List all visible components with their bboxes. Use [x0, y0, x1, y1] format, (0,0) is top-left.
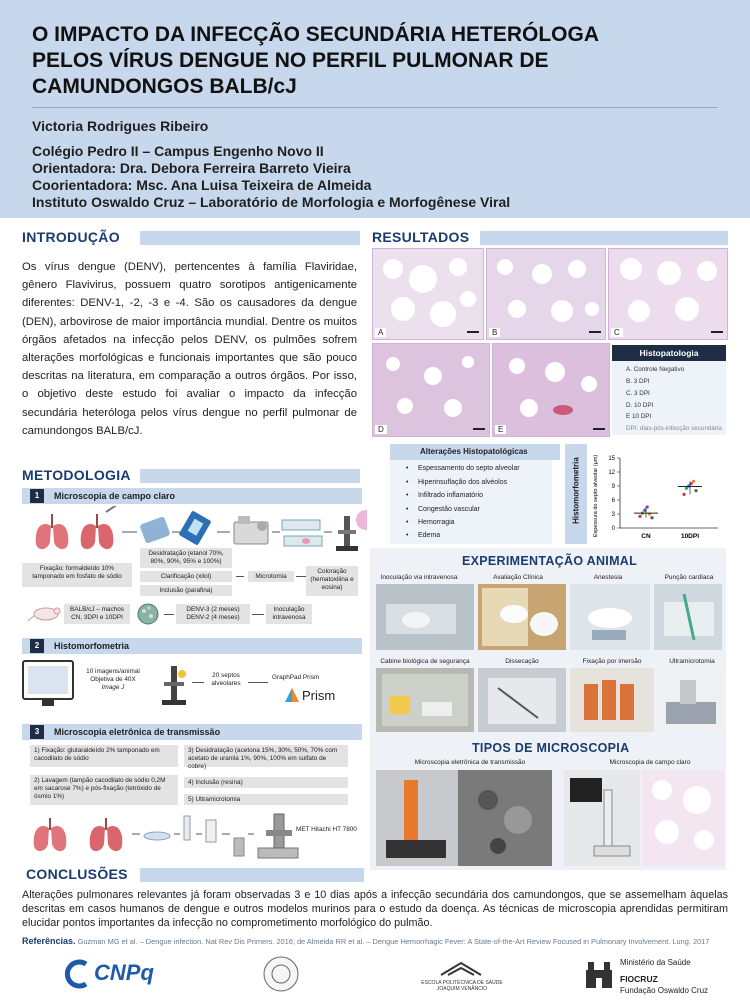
- sub2-title: Histomorfometria: [54, 641, 130, 651]
- chart-points: [634, 480, 702, 520]
- dehydration-box: Desidratação (etanol 70%, 80%, 90%, 95% e 100%): [140, 548, 232, 568]
- affiliation-coadvisor: Coorientadora: Msc. Ana Luisa Teixeira de Almeida: [32, 177, 372, 193]
- intro-title: INTRODUÇÃO: [22, 229, 120, 245]
- septa-text: 20 septos alveolares: [211, 672, 241, 687]
- affiliation-school: Colégio Pedro II – Campus Engenho Novo II: [32, 143, 324, 159]
- y-tick-label: 15: [608, 456, 615, 462]
- references-label: Referências.: [22, 936, 76, 946]
- clarification-box: Clarificação (xilol): [140, 571, 232, 582]
- sub2-header: [22, 638, 362, 654]
- sub2-number: 2: [30, 639, 44, 653]
- tem-step-5: 5) Ultramicrotomia: [184, 794, 348, 805]
- photo-inoculation: [376, 584, 474, 650]
- tem-step-4: 4) Inclusão (resina): [184, 777, 348, 788]
- photo-tem-microscope: [376, 770, 458, 866]
- alteration-item: • Hemorragia: [418, 519, 455, 526]
- panel-label-b: B: [489, 328, 500, 337]
- mice-box: BALB/cJ – machos CN, 3DPI e 10DPI: [64, 604, 130, 624]
- data-point: [638, 515, 641, 518]
- tem-step-2: 2) Lavagem (tampão cacodilato de sódio 0,2M em sacarose 7%) e pós-fixação (tetróxido de ósmio 1%): [30, 775, 178, 805]
- arrow: [296, 576, 306, 577]
- photo-clinical: [478, 584, 566, 650]
- photo-tem-image: [458, 770, 552, 866]
- data-point: [692, 480, 695, 483]
- arrow: [236, 576, 244, 577]
- sub1-number: 1: [30, 489, 44, 503]
- tissue-circle-icon: [356, 510, 367, 530]
- methods-title: METODOLOGIA: [22, 467, 131, 483]
- slide-icon: [282, 520, 322, 546]
- affiliation-institute: Instituto Oswaldo Cruz – Laboratório de Morfologia e Morfogênese Viral: [32, 194, 511, 210]
- header-divider: [32, 107, 718, 108]
- images-text: 10 imagens/animal Objetiva de 40X Image J: [86, 668, 140, 691]
- exp-caption: Dissecação: [505, 658, 539, 665]
- microscopy-title: TIPOS DE MICROSCOPIA: [472, 741, 630, 755]
- intro-text: Os vírus dengue (DENV), pertencentes à família Flaviridae, gênero Flavivirus, possuem quatro sorotipos antigenicamente diferentes: DENV-1, -2, -3 e -4. São os causadores da dengue (DEN), arbovirose de maior importância mundial. Dentre os muitos órgãos afetados na infecção pelos DENV, os pulmões sofrem alterações morfológicas e funcionais importantes que são pouco descritas na literatura, em comparação a outros órgãos. Por isso, o objetivo deste estudo foi avaliar o impacto da infecção secundária heteróloga pelos vírus dengue no perfil pulmonar de camundongos BALB/cJ.: [22, 261, 357, 437]
- exp-caption: Inoculação via intravenosa: [380, 574, 458, 581]
- alteration-item: • Espessamento do septo alveolar: [418, 465, 520, 472]
- conclusions-text: Alterações pulmonares relevantes já foram observadas 3 e 10 dias após a infecção secundária dos camundongos, que se assemelham àquelas descritas em casos humanos de dengue e outros modelos murinos para o estudo da doença. As técnicas de microscopia aprendidas permitiram elucidar pontos importantes da infecção no comprometimento morfológico do pulmão.: [22, 889, 728, 929]
- intro-title-bar: [140, 231, 360, 245]
- exp-caption: Fixação por imersão: [582, 658, 642, 665]
- arrow: [248, 682, 268, 683]
- legend-note: DPI: dias-pós-infecção secundária: [626, 425, 722, 432]
- exp-caption: Punção cardíaca: [664, 574, 714, 581]
- photo-dissection: [478, 668, 566, 732]
- exp-caption: Avaliação Clínica: [493, 574, 543, 581]
- cassette-icon: [139, 516, 170, 544]
- histology-image-e: [492, 343, 610, 437]
- monitor-icon: [22, 660, 74, 708]
- results-title: RESULTADOS: [372, 229, 470, 245]
- y-tick-label: 6: [611, 498, 615, 504]
- sub3-number: 3: [30, 725, 44, 739]
- photo-cardiac-puncture: [654, 584, 722, 650]
- data-point: [682, 493, 685, 496]
- met-label: MET Hitachi HT 7800: [296, 826, 357, 833]
- affiliation-advisor: Orientadora: Dra. Debora Ferreira Barreto Vieira: [32, 160, 351, 176]
- data-point: [685, 487, 688, 490]
- bottle-icon: [206, 820, 216, 842]
- sub1-title: Microscopia de campo claro: [54, 491, 176, 501]
- histomorphometry-side-label: [565, 444, 587, 544]
- methods-title-bar: [140, 469, 360, 483]
- alteration-item: • Hiperinsuflação dos alvéolos: [418, 479, 507, 486]
- graphpad-text: GraphPad Prism: [272, 674, 320, 681]
- histopathology-title: Histopatologia: [612, 345, 726, 361]
- y-tick-label: 0: [611, 526, 615, 532]
- tem-process-icons: [22, 812, 322, 862]
- y-tick-label: 9: [611, 484, 615, 490]
- photo-ultramicrotomy: [658, 668, 724, 732]
- experiment-title: EXPERIMENTAÇÃO ANIMAL: [462, 554, 638, 568]
- microscopy-caption-brightfield: Microscopia de campo claro: [609, 759, 691, 766]
- mouse-icon: [28, 604, 64, 622]
- histomorphometry-label-text: Histomorfometria: [571, 457, 581, 524]
- panel-label-a: A: [375, 328, 386, 337]
- cnpq-logo-icon: [64, 958, 94, 990]
- lung-icon: [34, 818, 67, 851]
- alterations-title: Alterações Histopatológicas: [390, 444, 560, 460]
- chart-axes: [608, 456, 718, 540]
- denv-box: DENV-3 (2 meses) DENV-2 (4 meses): [176, 604, 250, 624]
- inclusion-box: Inclusão (parafina): [140, 585, 232, 596]
- lung-syringe-icon: [81, 506, 118, 549]
- photo-immersion-fixation: [570, 668, 654, 732]
- panel-label-d: D: [375, 425, 387, 434]
- fiocruz-text: FIOCRUZ: [620, 974, 658, 984]
- epsjv-logo-text: ESCOLA POLITÉCNICA DE SAÚDE JOAQUIM VENÂNCIO: [421, 980, 503, 992]
- fiocruz-full-text: Fundação Oswaldo Cruz: [620, 986, 709, 995]
- inoculation-box: Inoculação intravenosa: [266, 604, 312, 624]
- poster-title: O IMPACTO DA INFECÇÃO SECUNDÁRIA HETERÓLOGA PELOS VÍRUS DENGUE NO PERFIL PULMONAR DE CAMUNDONGOS BALB/cJ: [32, 23, 600, 98]
- histomorphometry-chart: [588, 446, 728, 544]
- y-tick-label: 12: [608, 470, 615, 476]
- sub3-header: [22, 724, 362, 740]
- ministry-text: Ministério da Saúde: [620, 958, 691, 967]
- exp-caption: Ultramicrotomia: [669, 658, 715, 665]
- alteration-item: • Edema: [418, 532, 440, 539]
- microscope-icon: [336, 516, 358, 551]
- legend-item: D. 10 DPI: [626, 402, 654, 409]
- photo-anesthesia: [570, 584, 650, 650]
- legend-item: C. 3 DPI: [626, 390, 650, 397]
- x-tick-label: CN: [641, 533, 651, 540]
- alteration-item: • Infiltrado inflamatório: [418, 492, 483, 499]
- tem-microscope-icon: [258, 814, 298, 858]
- chart-y-axis-label: Espessura do septo alveolar (µm): [593, 454, 599, 538]
- lung-icon: [36, 514, 69, 549]
- conclusions-title-bar: [140, 868, 364, 882]
- x-tick-label: 10DPI: [680, 533, 700, 540]
- staining-box: Coloração (hematoxilina e eosina): [306, 566, 358, 596]
- microscope-icon: [158, 660, 190, 706]
- sub1-header: [22, 488, 362, 504]
- exp-caption: Cabine biológica de segurança: [380, 658, 470, 665]
- author-name: Victoria Rodrigues Ribeiro: [32, 118, 209, 134]
- references-text: Guzman MG et al. – Dengue infection. Nat Rev Dis Primers. 2016; de Almeida RR et al. – Dengue Hemorrhagic Fever: A State-of-the-Art Review Focused in Pulmonary Involvement. Lung. 2017: [77, 937, 710, 946]
- microtomy-box: Microtomia: [248, 571, 294, 582]
- virus-icon: [134, 600, 162, 628]
- photo-brightfield-image: [642, 770, 724, 866]
- tem-step-3: 3) Desidratação (acetona 15%, 30%, 50%, 70% com acetato de uranila 1%, 90%, 100% em sulfato de cobre): [184, 745, 348, 767]
- photo-biosafety-cabinet: [376, 668, 474, 732]
- conclusions-title: CONCLUSÕES: [26, 866, 128, 882]
- arrow: [252, 614, 264, 615]
- alteration-item: • Congestão vascular: [418, 506, 480, 513]
- histology-image-d: [372, 343, 490, 437]
- references: [22, 936, 728, 946]
- cnpq-logo-text: CNPq: [94, 960, 154, 985]
- legend-item: B. 3 DPI: [626, 378, 650, 385]
- epsjv-logo-icon: [436, 960, 486, 978]
- histology-image-a: [372, 248, 484, 340]
- exp-caption: Anestesia: [593, 574, 623, 581]
- data-point: [650, 516, 653, 519]
- histology-image-b: [486, 248, 606, 340]
- fixation-box: Fixação: formaldeído 10% tamponado em fosfato de sódio: [22, 563, 132, 587]
- legend-item: E 10 DPI: [626, 413, 652, 420]
- panel-label-e: E: [495, 425, 506, 434]
- tem-step-1: 1) Fixação: glutaraldeído 2% tamponado em cacodilato de sódio: [30, 745, 178, 767]
- cassette-blue-icon: [178, 510, 211, 545]
- fiocruz-castle-icon: [584, 956, 614, 990]
- prism-logo-icon: [285, 688, 299, 702]
- microscopy-caption-tem: Microscopia eletrônica de transmissão: [414, 759, 526, 766]
- results-title-bar: [480, 231, 728, 245]
- pedro-ii-seal-icon: [262, 955, 300, 993]
- microtome-icon: [234, 516, 268, 544]
- panel-label-c: C: [611, 328, 623, 337]
- photo-brightfield-microscope: [564, 770, 640, 866]
- sub3-title: Microscopia eletrônica de transmissão: [54, 727, 221, 737]
- prism-text: Prism: [302, 688, 336, 703]
- lung-syringe-icon: [90, 818, 123, 851]
- tube-icon: [184, 816, 190, 840]
- arrow: [164, 614, 174, 615]
- legend-item: A. Controle Negativo: [626, 366, 685, 373]
- data-point: [694, 489, 697, 492]
- arrow: [192, 682, 204, 683]
- y-tick-label: 3: [611, 512, 615, 518]
- histology-image-c: [608, 248, 728, 340]
